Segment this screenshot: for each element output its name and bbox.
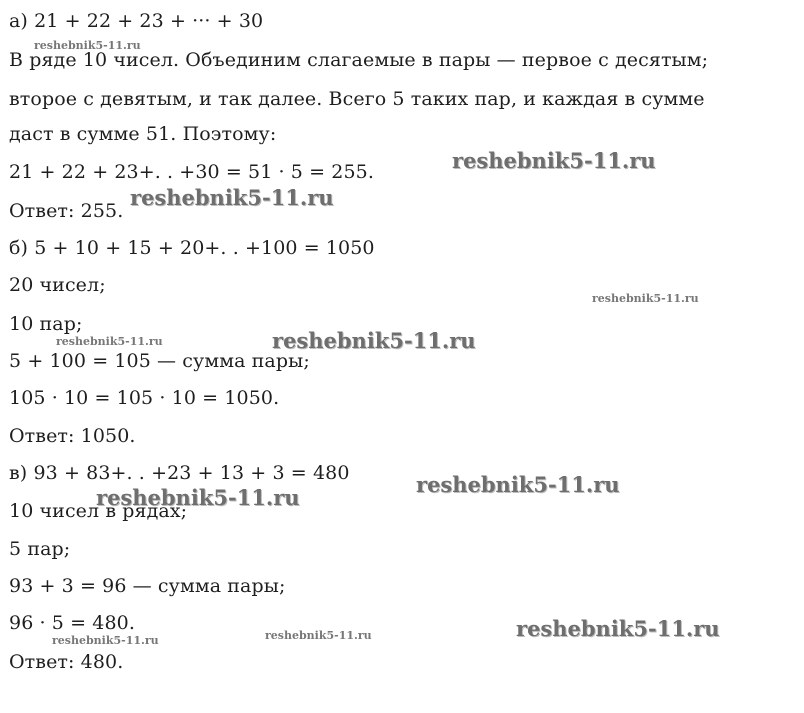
part-b-answer: Ответ: 1050. <box>9 425 136 447</box>
part-a-heading: а) 21 + 22 + 23 + ··· + 30 <box>9 10 264 32</box>
watermark: reshebnik5-11.ru <box>52 634 159 647</box>
watermark: reshebnik5-11.ru <box>416 472 620 497</box>
part-c-line-1: 10 чисел в рядах; <box>9 500 188 522</box>
part-b-line-2: 10 пар; <box>9 313 83 335</box>
part-a-line-2: второе с девятым, и так далее. Всего 5 таких пар, и каждая в сумме <box>9 88 705 110</box>
watermark: reshebnik5-11.ru <box>96 485 300 510</box>
part-a-line-3: даст в сумме 51. Поэтому: <box>9 123 277 145</box>
part-c-line-2: 5 пар; <box>9 538 71 560</box>
part-b-line-1: 20 чисел; <box>9 274 106 296</box>
part-c-equation: 96 · 5 = 480. <box>9 612 135 634</box>
watermark: reshebnik5-11.ru <box>592 292 699 305</box>
watermark: reshebnik5-11.ru <box>452 148 656 173</box>
part-a-line-1: В ряде 10 чисел. Объединим слагаемые в пары — первое с десятым; <box>9 49 709 71</box>
watermark: reshebnik5-11.ru <box>130 185 334 210</box>
part-a-equation: 21 + 22 + 23+. . +30 = 51 · 5 = 255. <box>9 161 374 183</box>
part-c-line-3: 93 + 3 = 96 — сумма пары; <box>9 575 286 597</box>
watermark: reshebnik5-11.ru <box>265 629 372 642</box>
part-c-heading: в) 93 + 83+. . +23 + 13 + 3 = 480 <box>9 462 350 484</box>
watermark: reshebnik5-11.ru <box>516 616 720 641</box>
watermark: reshebnik5-11.ru <box>56 335 163 348</box>
part-a-answer: Ответ: 255. <box>9 200 124 222</box>
part-b-equation: 105 · 10 = 105 · 10 = 1050. <box>9 387 280 409</box>
part-b-line-3: 5 + 100 = 105 — сумма пары; <box>9 350 310 372</box>
part-c-answer: Ответ: 480. <box>9 651 124 673</box>
watermark: reshebnik5-11.ru <box>272 328 476 353</box>
watermark: reshebnik5-11.ru <box>34 39 141 52</box>
part-b-heading: б) 5 + 10 + 15 + 20+. . +100 = 1050 <box>9 237 375 259</box>
